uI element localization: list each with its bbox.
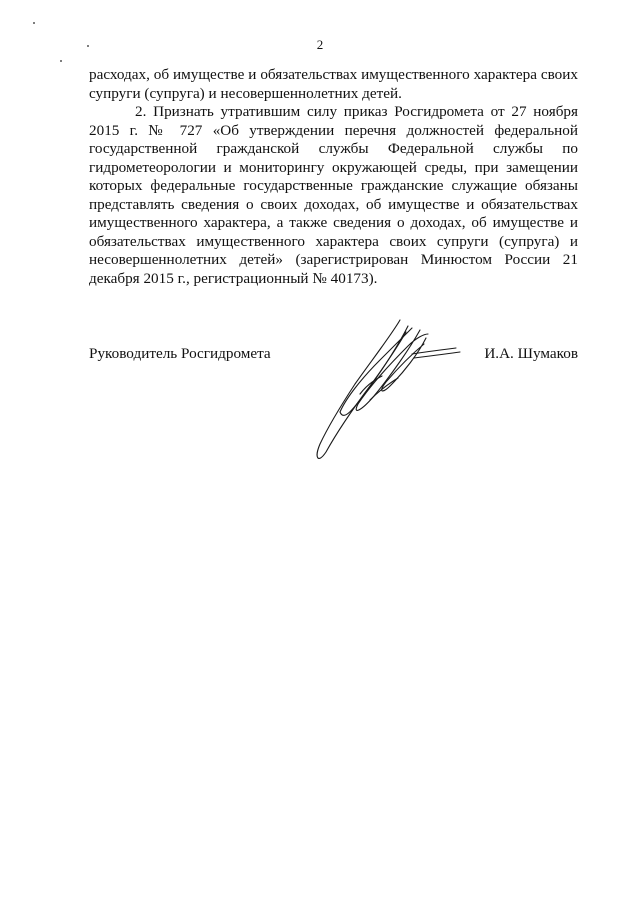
signer-name: И.А. Шумаков xyxy=(484,345,578,362)
handwritten-signature xyxy=(300,312,470,467)
signer-title: Руководитель Росгидромета xyxy=(89,345,271,362)
paragraph-item-2: 2. Признать утратившим силу приказ Росгидромета от 27 ноября 2015 г. № 727 «Об утверждении перечня должностей федеральной государственной гражданской службы Федеральной службы по гидрометеорологии и мониторингу окружающей среды, при замещении которых федеральные государственные гражданские служащие обязаны представлять сведения о своих доходах, об имуществе и обязательствах имущественного характера, а также сведения о доходах, об имуществе и обязательствах имущественного характера своих супруги (супруга) и несовершеннолетних детей» (зарегистрирован Минюстом России 21 декабря 2015 г., регистрационный № 40173). xyxy=(89,103,578,287)
page-number: 2 xyxy=(316,37,324,52)
body-text xyxy=(89,66,578,288)
scan-speck xyxy=(60,60,62,62)
scan-speck xyxy=(33,22,35,24)
paragraph-continuation: расходах, об имуществе и обязательствах имущественного характера своих супруги (супруга) и несовершеннолетних детей. xyxy=(89,66,578,102)
